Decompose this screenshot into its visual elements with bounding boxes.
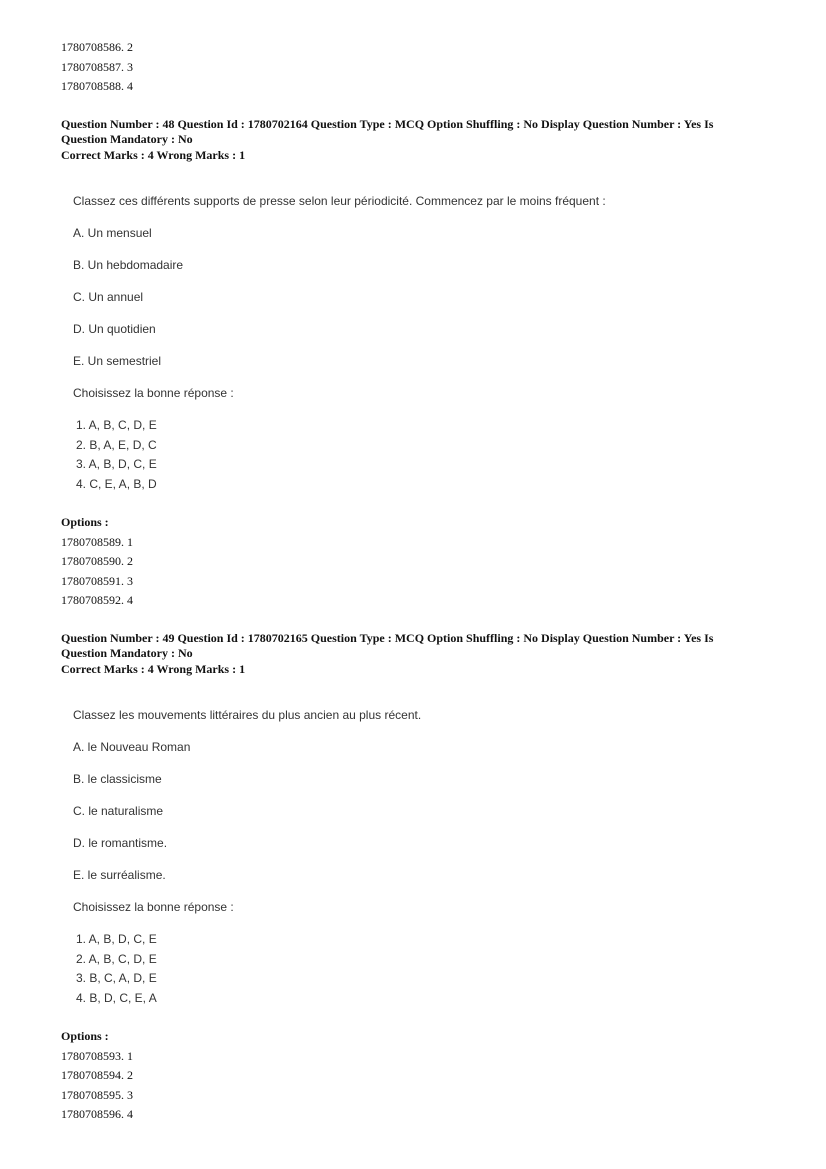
statement-item: C. Un annuel xyxy=(73,290,144,304)
statement-item: E. le surréalisme. xyxy=(73,868,166,882)
choose-instruction: Choisissez la bonne réponse : xyxy=(73,900,234,914)
answer-choice: 2. A, B, C, D, E xyxy=(76,951,157,966)
question-meta-line: Question Number : 49 Question Id : 1780702165 Question Type : MCQ Option Shuffling : No Display Question Number : Yes Is xyxy=(61,630,714,645)
question-body xyxy=(61,193,781,494)
answer-choice: 4. C, E, A, B, D xyxy=(76,476,157,491)
statement-item: C. le naturalisme xyxy=(73,804,164,818)
option-line: 1780708589. 1 xyxy=(61,534,133,549)
option-line: 1780708588. 4 xyxy=(61,79,133,93)
question-header xyxy=(61,631,781,678)
options-block xyxy=(61,513,781,611)
question-marks: Correct Marks : 4 Wrong Marks : 1 xyxy=(61,661,246,676)
document-page xyxy=(61,38,781,1125)
question-prompt: Classez ces différents supports de presse selon leur périodicité. Commencez par le moins fréquent : xyxy=(73,194,606,208)
option-line: 1780708587. 3 xyxy=(61,59,133,74)
choose-instruction: Choisissez la bonne réponse : xyxy=(73,386,234,400)
answer-choice: 3. B, C, A, D, E xyxy=(76,971,157,985)
option-line: 1780708591. 3 xyxy=(61,573,133,588)
option-line: 1780708590. 2 xyxy=(61,554,133,568)
options-label: Options : xyxy=(61,1029,109,1043)
question-prompt: Classez les mouvements littéraires du plus ancien au plus récent. xyxy=(73,708,422,722)
statement-item: B. le classicisme xyxy=(73,772,162,786)
answer-choices xyxy=(73,416,781,494)
option-line: 1780708593. 1 xyxy=(61,1048,133,1063)
question-49 xyxy=(61,631,781,1125)
option-line: 1780708592. 4 xyxy=(61,593,133,607)
options-block xyxy=(61,1027,781,1125)
option-line: 1780708595. 3 xyxy=(61,1087,133,1102)
statement-item: D. Un quotidien xyxy=(73,322,156,336)
question-mandatory: Question Mandatory : No xyxy=(61,646,193,660)
statement-item: A. Un mensuel xyxy=(73,226,152,240)
option-line: 1780708594. 2 xyxy=(61,1068,133,1082)
option-line: 1780708586. 2 xyxy=(61,40,133,54)
statement-item: E. Un semestriel xyxy=(73,354,162,368)
option-line: 1780708596. 4 xyxy=(61,1107,133,1121)
answer-choice: 2. B, A, E, D, C xyxy=(76,437,157,452)
question-meta-line: Question Number : 48 Question Id : 1780702164 Question Type : MCQ Option Shuffling : No Display Question Number : Yes Is xyxy=(61,116,714,131)
question-mandatory: Question Mandatory : No xyxy=(61,132,193,146)
statement-item: A. le Nouveau Roman xyxy=(73,740,191,754)
question-body xyxy=(61,707,781,1008)
answer-choice: 4. B, D, C, E, A xyxy=(76,990,157,1005)
answer-choice: 1. A, B, D, C, E xyxy=(76,932,157,946)
answer-choice: 3. A, B, D, C, E xyxy=(76,457,157,471)
statement-item: D. le romantisme. xyxy=(73,836,168,850)
answer-choice: 1. A, B, C, D, E xyxy=(76,418,157,432)
question-marks: Correct Marks : 4 Wrong Marks : 1 xyxy=(61,147,246,162)
answer-choices xyxy=(73,930,781,1008)
previous-question-options xyxy=(61,38,781,97)
options-label: Options : xyxy=(61,515,109,529)
statement-item: B. Un hebdomadaire xyxy=(73,258,184,272)
question-48 xyxy=(61,117,781,611)
question-header xyxy=(61,117,781,164)
